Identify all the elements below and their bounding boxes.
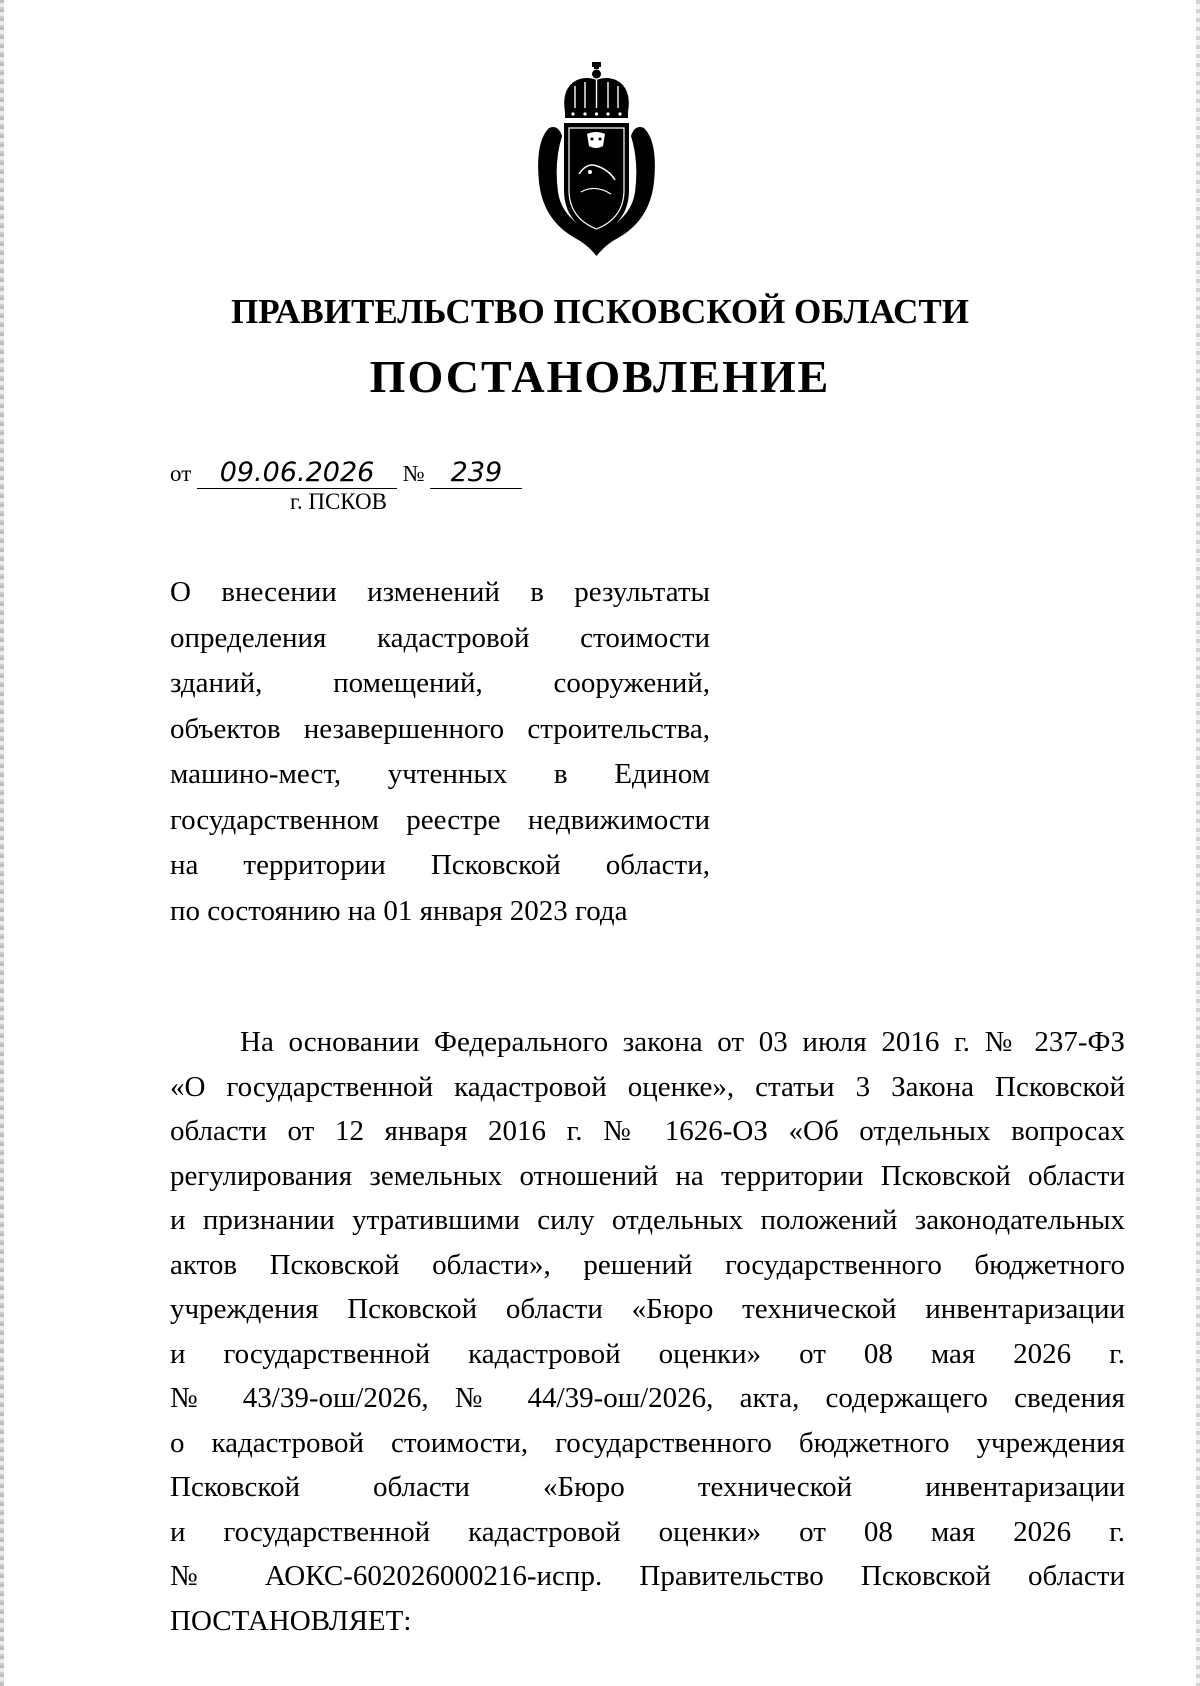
paragraph-line: Псковской области «Бюро технической инвентаризации [170,1471,1125,1503]
crown-icon [564,62,629,118]
subject-line: государственном реестре недвижимости [170,803,710,836]
document-number: 239 [430,458,522,489]
subject-line: машино-мест, учтенных в Едином [170,758,710,790]
organization-title: ПРАВИТЕЛЬСТВО ПСКОВСКОЙ ОБЛАСТИ [231,292,969,331]
scan-edge-left [0,0,4,1686]
subject-line: зданий, помещений, сооружений, [170,667,710,699]
paragraph-line: регулирования земельных отношений на территории Псковской области [170,1159,1125,1192]
document-subject [170,570,710,934]
paragraph-line: № АОКС-602026000216-испр. Правительство Псковской области [170,1560,1125,1592]
subject-line: на территории Псковской области, [170,849,710,881]
paragraph-line: и признании утратившими силу отдельных положений законодательных [170,1204,1125,1236]
paragraph-line: ПОСТАНОВЛЯЕТ: [170,1604,412,1637]
paragraph-line: «О государственной кадастровой оценке», статьи 3 Закона Псковской [170,1070,1125,1103]
document-type-title: ПОСТАНОВЛЕНИЕ [369,351,831,402]
preamble-paragraph [170,1020,1125,1643]
paragraph-line: области от 12 января 2016 г. № 1626-ОЗ «Об отдельных вопросах [170,1115,1125,1147]
subject-line: объектов незавершенного строительства, [170,712,710,745]
number-prefix: № [402,461,425,486]
scan-edge-right [1196,0,1200,1686]
paragraph-line: актов Псковской области», решений государственного бюджетного [170,1248,1125,1281]
paragraph-line: учреждения Псковской области «Бюро технической инвентаризации [170,1293,1125,1325]
paragraph-line: № 43/39-ош/2026, № 44/39-ош/2026, акта, содержащего сведения [170,1382,1125,1414]
document-city: г. ПСКОВ [290,489,388,514]
paragraph-line: о кадастровой стоимости, государственного бюджетного учреждения [170,1426,1125,1459]
date-number-line [170,458,522,489]
paragraph-line: и государственной кадастровой оценки» от 08 мая 2026 г. [170,1515,1125,1548]
paragraph-line: и государственной кадастровой оценки» от 08 мая 2026 г. [170,1337,1125,1370]
paragraph-line: На основании Федерального закона от 03 июля 2016 г. № 237-ФЗ [240,1026,1125,1058]
subject-line: по состоянию на 01 января 2023 года [170,894,628,927]
subject-line: определения кадастровой стоимости [170,621,710,654]
document-date: 09.06.2026 [197,458,397,489]
coat-of-arms-emblem [535,62,658,258]
subject-line: О внесении изменений в результаты [170,576,710,608]
date-prefix: от [170,461,192,486]
